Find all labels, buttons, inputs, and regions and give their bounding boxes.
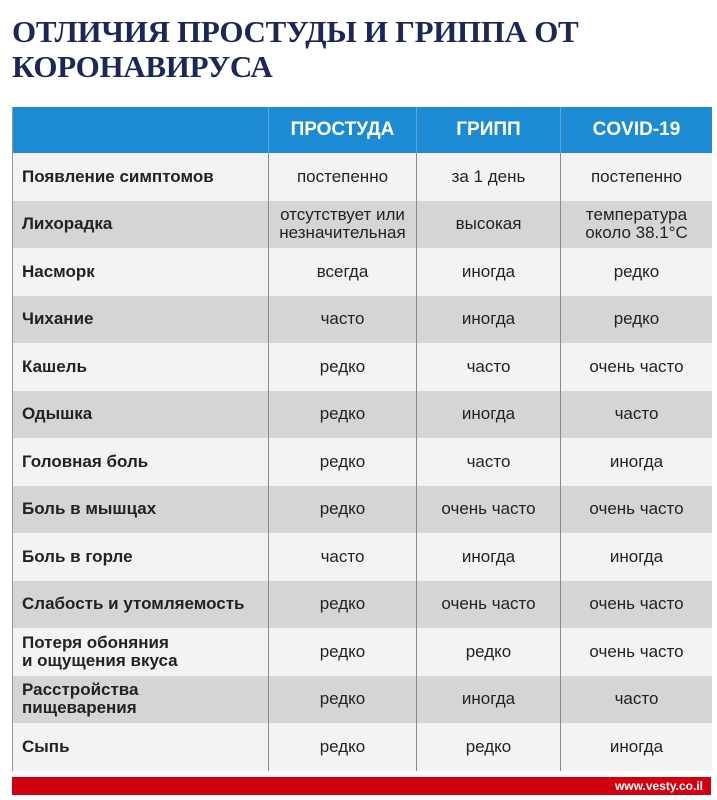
flu-value: очень часто [417,486,561,534]
flu-value: иногда [417,296,561,344]
flu-value: иногда [417,248,561,296]
covid-value: иногда [609,546,664,566]
covid-value: очень часто [589,594,684,614]
cold-value: редко [269,343,417,391]
table-row [13,581,712,629]
cold-value: постепенно [269,153,417,201]
flu-value: за 1 день [417,153,561,201]
cold-value: редко [269,486,417,534]
cold-value: часто [269,296,417,344]
table-header [13,107,712,153]
symptom-label: Кашель [13,343,269,391]
symptom-label: Чихание [13,296,269,344]
symptom-label: Потеря обоняния и ощущения вкуса [13,628,269,676]
table-row [13,486,712,534]
flu-value: иногда [417,533,561,581]
table-row [13,533,712,581]
table-row [13,343,712,391]
flu-value: редко [417,723,561,771]
symptom-label: Боль в горле [13,533,269,581]
comparison-table [12,107,712,771]
covid-value: иногда [609,736,664,756]
table-row [13,296,712,344]
flu-value: редко [417,628,561,676]
symptom-label: Появление симптомов [13,153,269,201]
header-cell-empty [13,107,269,153]
covid-value: редко [613,309,660,329]
cold-value: редко [269,581,417,629]
flu-value: очень часто [417,581,561,629]
table-row [13,391,712,439]
flu-value: иногда [417,676,561,724]
covid-value: очень часто [589,356,684,376]
covid-value: часто [614,404,659,424]
table-row [13,723,712,771]
covid-value: температура около 38.1°C [585,205,688,243]
flu-value: иногда [417,391,561,439]
symptom-label: Боль в мышцах [13,486,269,534]
source-url: www.vesty.co.il [614,779,703,793]
table-row [13,438,712,486]
cold-value: редко [269,391,417,439]
symptom-label: Слабость и утомляемость [13,581,269,629]
cold-value: отсутствует или незначительная [269,201,417,249]
symptom-label: Головная боль [13,438,269,486]
cold-value: редко [269,676,417,724]
footer-bar [12,777,711,795]
table-row [13,201,712,249]
header-cold: ПРОСТУДА [269,107,417,153]
flu-value: высокая [417,201,561,249]
symptom-label: Насморк [13,248,269,296]
table-row [13,628,712,676]
flu-value: часто [417,343,561,391]
covid-value: редко [613,261,660,281]
cold-value: редко [269,723,417,771]
header-flu: ГРИПП [417,107,561,153]
covid-value: очень часто [589,499,684,519]
symptom-label: Расстройства пищеварения [13,676,269,724]
table-row [13,153,712,201]
cold-value: всегда [269,248,417,296]
page-title: ОТЛИЧИЯ ПРОСТУДЫ И ГРИППА ОТ КОРОНАВИРУСА [12,14,579,84]
covid-value: постепенно [590,166,683,186]
covid-value: иногда [609,451,664,471]
covid-value: очень часто [589,641,684,661]
covid-value: часто [614,689,659,709]
cold-value: редко [269,628,417,676]
header-covid: COVID-19 [592,119,681,140]
cold-value: редко [269,438,417,486]
flu-value: часто [417,438,561,486]
table-row [13,676,712,724]
symptom-label: Лихорадка [13,201,269,249]
symptom-label: Сыпь [13,723,269,771]
table-row [13,248,712,296]
symptom-label: Одышка [13,391,269,439]
cold-value: часто [269,533,417,581]
